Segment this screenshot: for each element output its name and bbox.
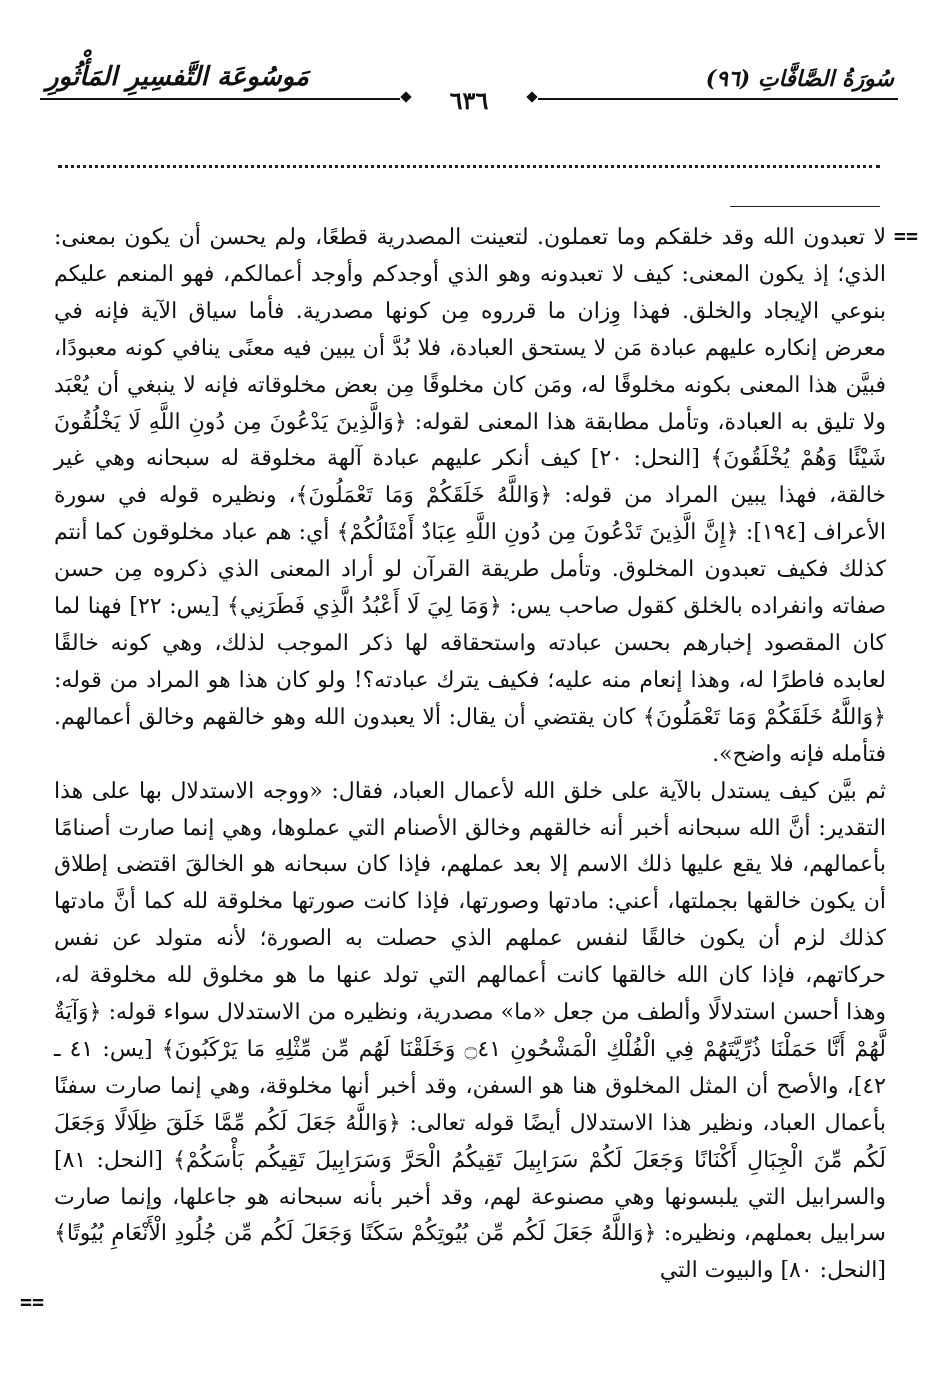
series-title: مَوسُوعَة التَّفسِيرِ المَأْثُورِ	[46, 62, 309, 92]
paragraph: لا تعبدون الله وقد خلقكم وما تعملون. لتعينت المصدرية قطعًا، ولم يحسن أن يكون بمعنى: الذي؛ إذ يكون المعنى: كيف لا تعبدونه وهو الذي أوجدكم وأوجد أعمالكم، فهو المنعم عليكم بنوعي الإيجاد والخلق. فهذا وِزان ما قرروه مِن كونها مصدرية. فأما سياق الآية فإنه في معرض إنكاره عليهم عبادة مَن لا يستحق العبادة، فلا بُدَّ أن يبين فيه معنًى ينافي كونه معبودًا، فبيَّن هذا المعنى بكونه مخلوقًا له، ومَن كان مخلوقًا مِن بعض مخلوقاته فإنه لا ينبغي أن يُعْبَد ولا تليق به العبادة، وتأمل مطابقة هذا المعنى لقوله: ﴿وَالَّذِينَ يَدْعُونَ مِن دُونِ اللَّهِ لَا يَخْلُقُونَ شَيْئًا وَهُمْ يُخْلَقُونَ﴾ [النحل: ٢٠] كيف أنكر عليهم عبادة آلهة مخلوقة له سبحانه وهي غير خالقة، فهذا يبين المراد من قوله: ﴿وَاللَّهُ خَلَقَكُمْ وَمَا تَعْمَلُونَ﴾، ونظيره قوله في سورة الأعراف [١٩٤]: ﴿إِنَّ الَّذِينَ تَدْعُونَ مِن دُونِ اللَّهِ عِبَادٌ أَمْثَالُكُمْ﴾ أي: هم عباد مخلوقون كما أنتم كذلك فكيف تعبدون المخلوق. وتأمل طريقة القرآن لو أراد المعنى الذي ذكروه مِن حسن صفاته وانفراده بالخلق كقول صاحب يس: ﴿وَمَا لِيَ لَا أَعْبُدُ الَّذِي فَطَرَنِي﴾ [يس: ٢٢] فهنا لما كان المقصود إخبارهم بحسن عبادته واستحقاقه لها ذكر الموجب لذلك، وهي كونه خالقًا لعابده فاطرًا له، وهذا إنعام منه عليه؛ فكيف يترك عبادته؟! ولو كان هذا هو المراد من قوله: ﴿وَاللَّهُ خَلَقَكُمْ وَمَا تَعْمَلُونَ﴾ كان يقتضي أن يقال: ألا يعبدون الله وهو خالقهم وخالق أعمالهم. فتأمله فإنه واضح».	[54, 225, 887, 767]
surah-title: سُورَةُ الصَّافَّاتِ (٩٦)	[705, 66, 894, 92]
header-rule-right	[538, 98, 898, 100]
dotted-separator	[58, 165, 880, 168]
continuation-mark-end: ==	[20, 1290, 45, 1314]
footnote-body	[54, 220, 886, 1290]
footnote-rule	[730, 206, 880, 207]
continuation-mark-start: ==	[893, 224, 918, 248]
page-header	[40, 58, 898, 114]
paragraph: ثم بيَّن كيف يستدل بالآية على خلق الله لأعمال العباد، فقال: «ووجه الاستدلال بها على هذا التقدير: أنَّ الله سبحانه أخبر أنه خالقهم وخالق الأصنام التي عملوها، وهي إنما صارت أصنامًا بأعمالهم، فلا يقع عليها ذلك الاسم إلا بعد عملهم، فإذا كان سبحانه هو الخالقَ اقتضى إطلاق أن يكون خالقها بجملتها، أعني: مادتها وصورتها، فإذا كانت صورتها مخلوقة لله كما أنَّ مادتها كذلك لزم أن يكون خالقًا لنفس عملهم الذي حصلت به الصورة؛ لأنه متولد عن نفس حركاتهم، فإذا كان الله خالقها كانت أعمالهم التي تولد عنها ما هو مخلوق لله مخلوقة له، وهذا أحسن استدلالًا وألطف من جعل «ما» مصدرية، ونظيره من الاستدلال سواء قوله: ﴿وَآيَةٌ لَّهُمْ أَنَّا حَمَلْنَا ذُرِّيَّتَهُمْ فِي الْفُلْكِ الْمَشْحُونِ ۝٤١ وَخَلَقْنَا لَهُم مِّن مِّثْلِهِ مَا يَرْكَبُونَ﴾ [يس: ٤١ ـ ٤٢]، والأصح أن المثل المخلوق هنا هو السفن، وقد أخبر أنها مخلوقة، وهي إنما صارت سفنًا بأعمال العباد، ونظير هذا الاستدلال أيضًا قوله تعالى: ﴿وَاللَّهُ جَعَلَ لَكُم مِّمَّا خَلَقَ ظِلَالًا وَجَعَلَ لَكُم مِّنَ الْجِبَالِ أَكْنَانًا وَجَعَلَ لَكُمْ سَرَابِيلَ تَقِيكُمُ الْحَرَّ وَسَرَابِيلَ تَقِيكُم بَأْسَكُمْ﴾ [النحل: ٨١] والسرابيل التي يلبسونها وهي مصنوعة لهم، وقد أخبر بأنه سبحانه هو جاعلها، وإنما صارت سرابيل بعملهم، ونظيره: ﴿وَاللَّهُ جَعَلَ لَكُم مِّن بُيُوتِكُمْ سَكَنًا وَجَعَلَ لَكُم مِّن جُلُودِ الْأَنْعَامِ بُيُوتًا﴾ [النحل: ٨٠] والبيوت التي	[54, 778, 886, 1284]
page-number: ٦٣٦	[449, 86, 489, 115]
